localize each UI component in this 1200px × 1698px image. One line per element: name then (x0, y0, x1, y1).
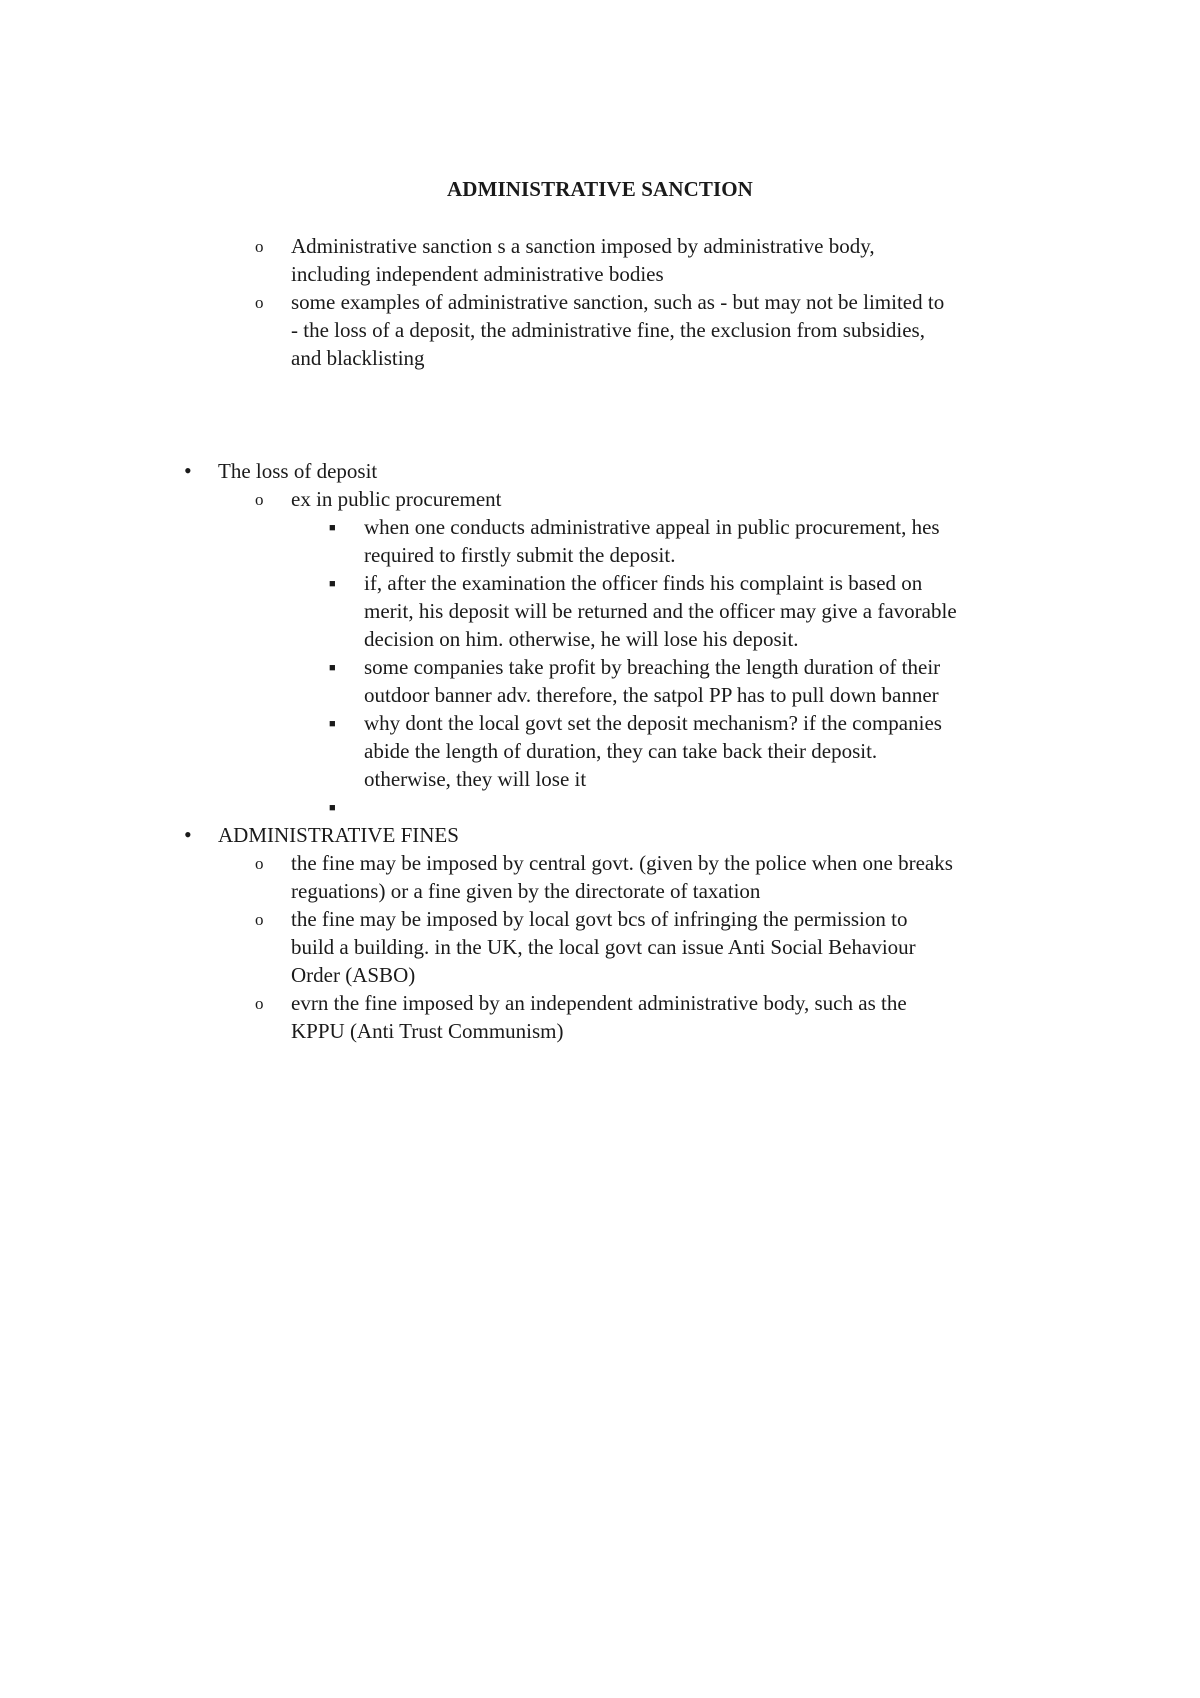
circle-bullet-icon: o (255, 293, 264, 312)
circle-bullet-icon: o (255, 490, 264, 509)
list-item-text: the fine may be imposed by local govt bcs of infringing the permission to build a building. in the UK, the local govt can issue Anti Social Behaviour Order (ASBO) (291, 907, 916, 987)
list-item-text: when one conducts administrative appeal in public procurement, hes required to firstly submit the deposit. (364, 515, 940, 567)
section-heading: ADMINISTRATIVE FINES (218, 823, 459, 847)
bullet-icon: • (184, 822, 192, 847)
list-item-text: some examples of administrative sanction, such as - but may not be limited to - the loss of a deposit, the administrative fine, the exclusion from subsidies, and blacklisting (291, 290, 945, 370)
bullet-icon: • (184, 458, 192, 483)
list-item-text: ex in public procurement (291, 487, 502, 511)
document-title: ADMINISTRATIVE SANCTION (447, 177, 753, 201)
list-item-text: evrn the fine imposed by an independent administrative body, such as the KPPU (Anti Trust Communism) (291, 991, 907, 1043)
circle-bullet-icon: o (255, 910, 264, 929)
list-item-text: Administrative sanction s a sanction imposed by administrative body, including independent administrative bodies (291, 234, 875, 286)
square-bullet-icon: ■ (329, 718, 336, 730)
circle-bullet-icon: o (255, 237, 264, 256)
square-bullet-icon: ■ (329, 662, 336, 674)
square-bullet-icon: ■ (329, 578, 336, 590)
circle-bullet-icon: o (255, 854, 264, 873)
list-item-text: some companies take profit by breaching the length duration of their outdoor banner adv. therefore, the satpol PP has to pull down banner (364, 655, 941, 707)
square-bullet-icon: ■ (329, 802, 336, 814)
list-item-text: why dont the local govt set the deposit mechanism? if the companies abide the length of duration, they can take back their deposit. otherwise, they will lose it (364, 711, 942, 791)
list-item-text: if, after the examination the officer finds his complaint is based on merit, his deposit will be returned and the officer may give a favorable decision on him. otherwise, he will lose his deposit. (364, 571, 957, 651)
circle-bullet-icon: o (255, 994, 264, 1013)
list-item-text: the fine may be imposed by central govt. (given by the police when one breaks reguations) or a fine given by the directorate of taxation (291, 851, 953, 903)
section-heading: The loss of deposit (218, 459, 378, 483)
square-bullet-icon: ■ (329, 522, 336, 534)
